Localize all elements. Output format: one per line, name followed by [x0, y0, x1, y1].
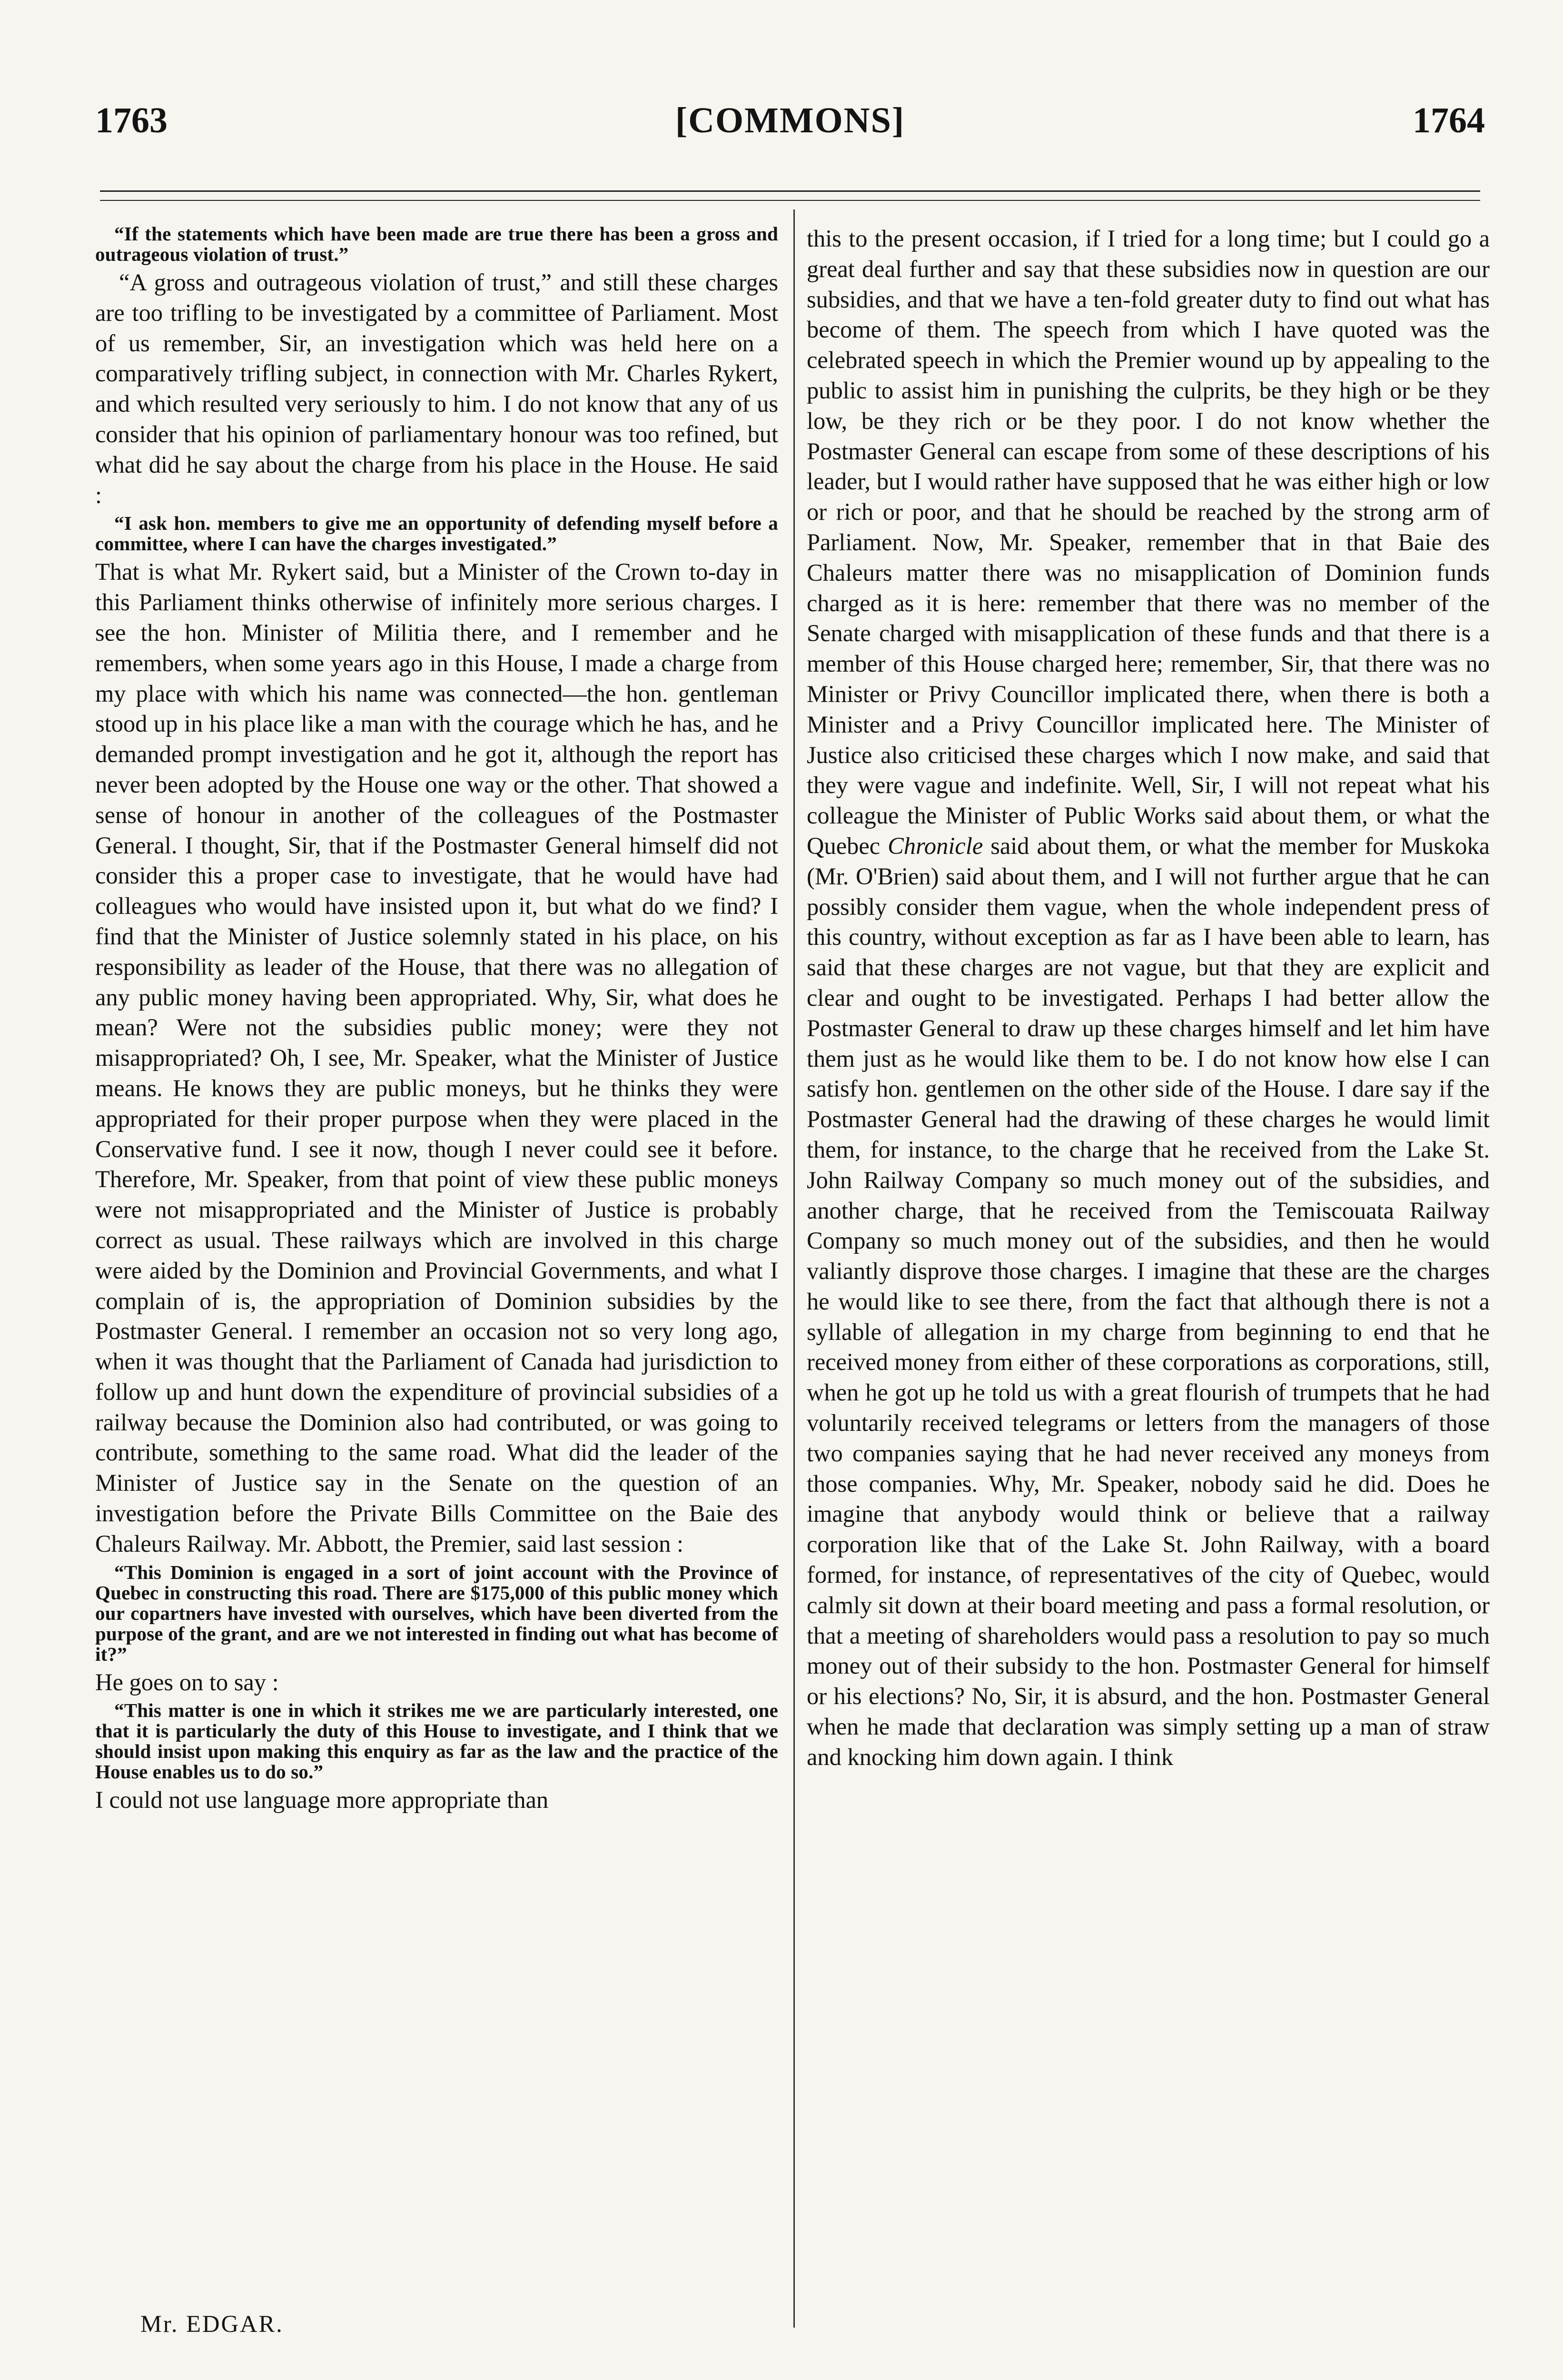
paragraph-text: said about them, or what the member for Muskoka (Mr. O'Brien) said about them, and I will not further argue that he can possibly consider them vague, when the whole independent press of this country, without exception as far as I have been able to learn, has said that these charges are not vague, but that they are explicit and clear and ought to be investigated. Perhaps I had better allow the Postmaster General to draw up these charges himself and let him have them just as he would like them to be. I do not know how else I can satisfy hon. gentlemen on the other side of the House. I dare say if the Postmaster General had the drawing of these charges he would limit them, for instance, to the charge that he received from the Lake St. John Railway Company so much money out of the subsidies, and another charge, that he received from the Temiscouata Railway Company so much money out of the subsidies, and then he would valiantly disprove those charges. I imagine that these are the charges he would like to see there, from the fact that although there is not a syllable of allegation in my charge from beginning to end that he received money from either of these corporations as corporations, still, when he got up he told us with a great flourish of trumpets that he had voluntarily received telegrams or letters from the managers of those two companies saying that he had never received any moneys from those companies. Why, Mr. Speaker, nobody said he did. Does he imagine that anybody would think or believe that a railway corporation like that of the Lake St. John Railway, with a board formed, for instance, of representatives of the city of Quebec, would calmly sit down at their board meeting and pass a formal resolution, or that a meeting of shareholders would pass a resolution to pay so much money out of their subsidy to the hon. Postmaster General for himself or his elections? No, Sir, it is absurd, and the hon. Postmaster General when he made that declaration was simply setting up a man of straw and knocking him down again. I think: [807, 832, 1490, 1770]
quotation: “If the statements which have been made are true there has been a gross and outrageous violation of trust.”: [95, 223, 778, 265]
page-number-left: 1763: [95, 100, 168, 140]
column-divider: [793, 209, 795, 2328]
lead-in: He goes on to say :: [95, 1668, 279, 1696]
paragraph: That is what Mr. Rykert said, but a Minister of the Crown to-day in this Parliament thinks otherwise of infinitely more serious charges. I see the hon. Minister of Militia there, and I remember and he remembers, when some years ago in this House, I made a charge from my place with which his name was connected—the hon. gentleman stood up in his place like a man with the courage which he has, and he demanded prompt investigation and he got it, although the report has never been adopted by the House one way or the other. That showed a sense of honour in another of the colleagues of the Postmaster General. I thought, Sir, that if the Postmaster General himself did not consider this a proper case to investigate, that he would have had colleagues who would have insisted upon it, but what do we find? I find that the Minister of Justice solemnly stated in his place, on his responsibility as leader of the House, that there was no allegation of any public money having been appropriated. Why, Sir, what does he mean? Were not the subsidies public money; were they not misappropriated? Oh, I see, Mr. Speaker, what the Minister of Justice means. He knows they are public moneys, but he thinks they were appropriated for their proper purpose when they were placed in the Conservative fund. I see it now, though I never could see it before. Therefore, Mr. Speaker, from that point of view these public moneys were not misappropriated and the Minister of Justice is probably correct as usual. These railways which are involved in this charge were aided by the Dominion and Provincial Governments, and what I complain of is, the appropriation of Dominion subsidies by the Postmaster General. I remember an occasion not so very long ago, when it was thought that the Parliament of Canada had jurisdiction to follow up and hunt down the expenditure of provincial subsidies of a railway because the Dominion also had contributed, or was going to contribute, something to the same road. What did the leader of the Minister of Justice say in the Senate on the question of an investigation before the Private Bills Committee on the Baie des Chaleurs Railway. Mr. Abbott, the Premier, said last session :: [95, 558, 778, 1557]
running-title: [COMMONS]: [675, 100, 905, 140]
left-column: [95, 224, 778, 1815]
page-number-right: 1764: [1413, 100, 1485, 140]
paragraph: “A gross and outrageous violation of trust,” and still these charges are too trifling to be investigated by a committee of Parliament. Most of us remember, Sir, an investigation which was held here on a comparatively trifling subject, in connection with Mr. Charles Rykert, and which resulted very seriously to him. I do not know that any of us consider that his opinion of parliamentary honour was too refined, but what did he say about the charge from his place in the House. He said :: [95, 269, 778, 508]
header-rule-secondary: [100, 200, 1480, 201]
quotation: “I ask hon. members to give me an opportunity of defending myself before a committee, where I can have the charges investigated.”: [95, 512, 778, 555]
page-header: [95, 102, 1485, 155]
newspaper-title: Chronicle: [888, 832, 983, 859]
right-column: [807, 224, 1490, 1773]
paragraph: I could not use language more appropriate than: [95, 1786, 549, 1814]
paragraph: [807, 224, 1490, 1773]
paragraph-text: this to the present occasion, if I tried for a long time; but I could go a great deal further and say that these subsidies now in question are our subsidies, and that we have a ten-fold greater duty to find out what has become of them. The speech from which I have quoted was the celebrated speech in which the Premier wound up by appealing to the public to assist him in punishing the culprits, be they high or be they low, be they rich or be they poor. I do not know whether the Postmaster General can escape from some of these descriptions of his leader, but I would rather have supposed that he was either high or low or rich or poor, and that he should be reached by the strong arm of Parliament. Now, Mr. Speaker, remember that in that Baie des Chaleurs matter there was no misapplication of Dominion funds charged as it is here: remember that there was no member of the Senate charged with misapplication of these funds and that there is a member of this House charged here; remember, Sir, that there was no Minister or Privy Councillor implicated there, when there is both a Minister and a Privy Councillor implicated here. The Minister of Justice also criticised these charges which I now make, and said that they were vague and indefinite. Well, Sir, I will not repeat what his colleague the Minister of Public Works said about them, or what the Quebec: [807, 225, 1490, 859]
quotation: “This matter is one in which it strikes me we are particularly interested, one that it is particularly the duty of this House to investigate, and I think that we should insist upon making this enquiry as far as the law and the practice of the House enables us to do so.”: [95, 1699, 778, 1783]
header-rule: [100, 190, 1480, 192]
quotation: “This Dominion is engaged in a sort of joint account with the Province of Quebec in constructing this road. There are $175,000 of this public money which our copartners have invested with ourselves, which have been diverted from the purpose of the grant, and are we not interested in finding out what has become of it?”: [95, 1561, 778, 1665]
speaker-footer: Mr. EDGAR.: [140, 2311, 284, 2337]
